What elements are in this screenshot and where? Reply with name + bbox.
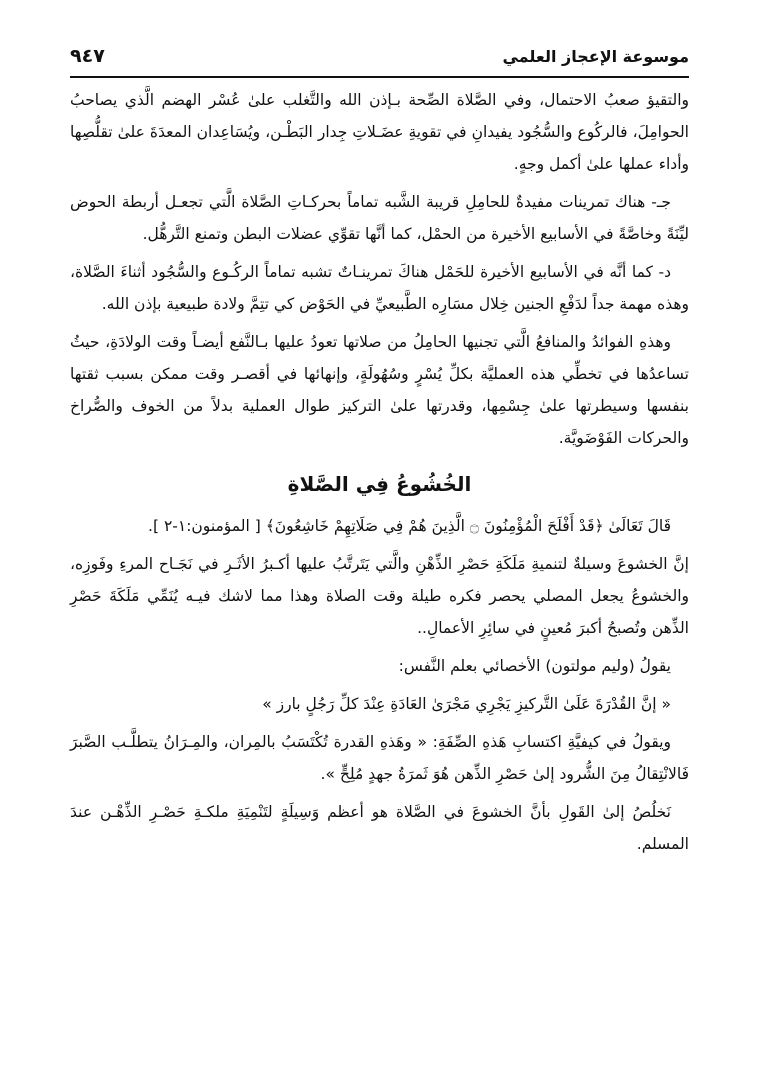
running-title: موسوعة الإعجاز العلمي — [502, 46, 689, 66]
quotation: « إنَّ القُدْرَةَ عَلَىٰ التَّركيزِ يَجْرِي مَجْرَىٰ العَادَةِ عِنْدَ كلِّ رَجُلٍ بارز » — [262, 695, 671, 713]
paragraph: نَخلُصُ إلىٰ القَولِ بأنَّ الخشوعَ في الصَّلاة هو أعظم وَسِيلَةٍ لتَنْمِيَةِ ملكـةِ حَصْـرِ الذِّهْـن عندَ المسلم. — [70, 803, 689, 853]
page-number: ٩٤٧ — [70, 45, 105, 67]
page-body — [70, 84, 689, 866]
paragraph: والتقيؤ صعبُ الاحتمال، وفي الصَّلاة الصِّحة بـإذن الله والتَّغلب علىٰ عُسْر الهضم الَّذي يصاحبُ الحوامِلَ، فالركُوع والسُّجُود يفيدانِ في تقويةِ عضَـلاتِ جِدار البَطْـن، ويُسَاعِدان المعدَةَ علىٰ تقلُّصِها وأداء عملها علىٰ أكمل وجهٍ. — [70, 91, 689, 173]
section-heading: الخُشُوعُ فِي الصَّلاةِ — [287, 472, 472, 496]
paragraph: وهذهِ الفوائدُ والمنافعُ الَّتي تجنيها الحامِلُ من صلاتها تعودُ عليها بـالنَّفع أيضـاً وقت الولادَةِ، حيثُ تساعدُها في تخطِّي هذه العمليَّة بكلِّ يُسْرٍ وسُهُولَةٍ، وإنهائها في أقصـر وقت ممكن بسبب ثقتها بنفسها وسيطرتها علىٰ جِسْمِها، وقدرتها علىٰ التركيز طوال العملية بدلاً من الخوف والصُّراخ والحركات الفَوْضَويَّة. — [70, 333, 689, 447]
page-header — [70, 38, 689, 74]
paragraph: ويقولُ في كيفيَّةِ اكتسابِ هَذهِ الصِّفَةِ: « وهَذهِ القدرة تُكْتَسَبُ بالمِران، والمِـرَانُ يتطلَّـب الصَّبرَ فَالانْتِقالُ مِنَ الشُّرود إلىٰ حَصْرِ الذِّهن هُوَ ثَمرَةُ جهدٍ مُلِحٍّ ». — [70, 733, 689, 783]
paragraph: إنَّ الخشوعَ وسيلةٌ لتنميةِ مَلَكَةِ حَصْرِ الذِّهْنِ والَّتي يَتَرتَّبُ عليها أكـبرُ الأثَـرِ في نَجَـاح المرءِ وفَوزِه، والخشوعُ يجعل المصلي يحصر فكره طيلة وقت الصلاة وهذا مما لاشك فيـه يُنَمِّي مَلَكَةَ حَصْرِ الذِّهن وتُصبحُ أكبرَ مُعينٍ في سائِرِ الأعمالِ.. — [70, 555, 689, 637]
paragraph: د- كما أنَّه في الأسابيع الأخيرة للحَمْل هناكَ تمرينـاتٌ تشبه تماماً الركُـوع والسُّجُود أثناءَ الصَّلاة، وهذه مهمة جداً لدَفْعِ الجنين خِلال مسَارِه الطَّبيعيِّ في الحَوْض كي تتِمَّ ولادة طبيعية بإذن الله. — [70, 263, 689, 313]
quran-verse: قَالَ تَعَالَىٰ ﴿قَدْ أَفْلَحَ الْمُؤْمِنُونَ ۝ الَّذِينَ هُمْ فِي صَلَاتِهِمْ خَاشِعُونَ﴾ [ المؤمنون:١-٢ ]. — [148, 517, 671, 535]
paragraph: جـ- هناك تمرينات مفيدةٌ للحامِلِ قريبة الشَّبه تماماً بحركـاتِ الصَّلاة الَّتي تجعـل أربطة الحوض ليِّنَةً وخاصَّةً في الأسابيع الأخيرة من الحمْل، كما أنَّها تقوِّي عضلات البطن وتمنع التَّرهُّل. — [70, 193, 689, 243]
paragraph: يقولُ (وليم مولتون) الأخصائي بعلم النَّفس: — [398, 657, 671, 675]
header-divider — [70, 76, 689, 78]
